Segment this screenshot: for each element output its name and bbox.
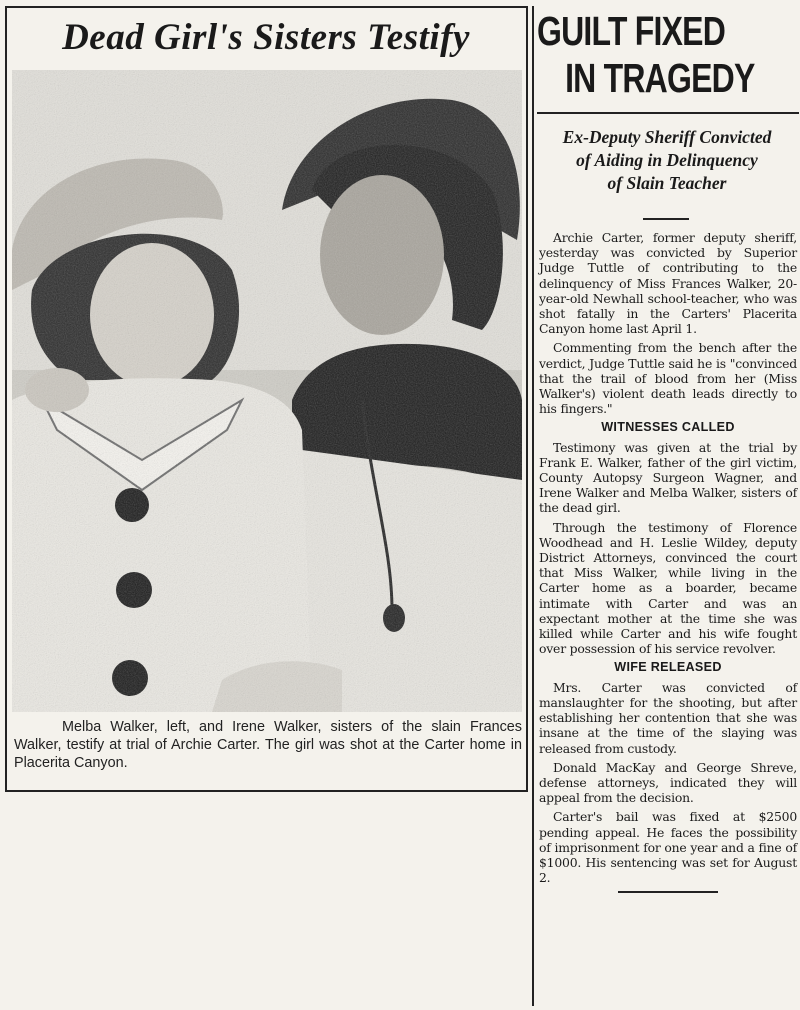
end-rule <box>618 891 718 893</box>
section-heading: WIFE RELEASED <box>614 660 722 675</box>
headline-line-2: IN TRAGEDY <box>565 55 755 101</box>
paragraph: Through the testimony of Florence Woodhead and H. Leslie Wildey, deputy District Attorneys, convinced the court that Miss Walker, while living in the Carter home as a boarder, became intimate with Carter and was an expectant mother at the time she was killed while Carter and his wife fought over possession of his service revolver. <box>539 519 797 657</box>
subhead-line-2: of Aiding in Delinquency <box>576 150 758 170</box>
headline-line-1: GUILT FIXED <box>537 8 726 54</box>
article-body <box>539 230 797 893</box>
subhead-line-1: Ex-Deputy Sheriff Convicted <box>562 127 772 147</box>
headline-rule <box>537 112 799 114</box>
article-column <box>531 0 800 1010</box>
section-heading: WITNESSES CALLED <box>601 420 735 435</box>
subhead-rule <box>643 218 689 220</box>
frame-top-rule <box>5 6 527 8</box>
news-photo <box>12 70 522 712</box>
frame-bottom-rule <box>5 790 528 792</box>
photo-caption: Melba Walker, left, and Irene Walker, sisters of the slain Frances Walker, testify at trial of Archie Carter. The girl was shot at the Carter home in Placerita Canyon. <box>14 719 522 771</box>
paragraph: Archie Carter, former deputy sheriff, yesterday was convicted by Superior Judge Tuttle of contributing to the delinquency of Miss Frances Walker, 20-year-old Newhall school-teacher, who was shot fatally in the Carters' Placerita Canyon home last April 1. <box>539 230 797 337</box>
paragraph: Carter's bail was fixed at $2500 pending appeal. He faces the possibility of imprisonment for one year and a fine of $1000. His sentencing was set for August 2. <box>539 809 797 886</box>
frame-right-rule <box>526 6 528 792</box>
paragraph: Commenting from the bench after the verdict, Judge Tuttle said he is "convinced that the trail of blood from her (Miss Walker's) violent death leads directly to his fingers." <box>539 340 797 417</box>
photo-headline: Dead Girl's Sisters Testify <box>62 17 470 58</box>
photo-two-women-illustration <box>12 70 522 712</box>
article-headline <box>537 8 755 102</box>
paragraph: Mrs. Carter was convicted of manslaughter for the shooting, but after establishing her contention that she was insane at the time of the slaying was released from custody. <box>539 679 797 756</box>
paragraph: Donald MacKay and George Shreve, defense attorneys, indicated they will appeal from the decision. <box>539 759 797 806</box>
subhead-line-3: of Slain Teacher <box>607 173 727 193</box>
column-divider-rule <box>532 6 534 1006</box>
article-subhead <box>539 126 795 195</box>
frame-left-rule <box>5 6 7 792</box>
paragraph: Testimony was given at the trial by Frank E. Walker, father of the girl victim, County Autopsy Surgeon Wagner, and Irene Walker and Melba Walker, sisters of the dead girl. <box>539 439 797 516</box>
